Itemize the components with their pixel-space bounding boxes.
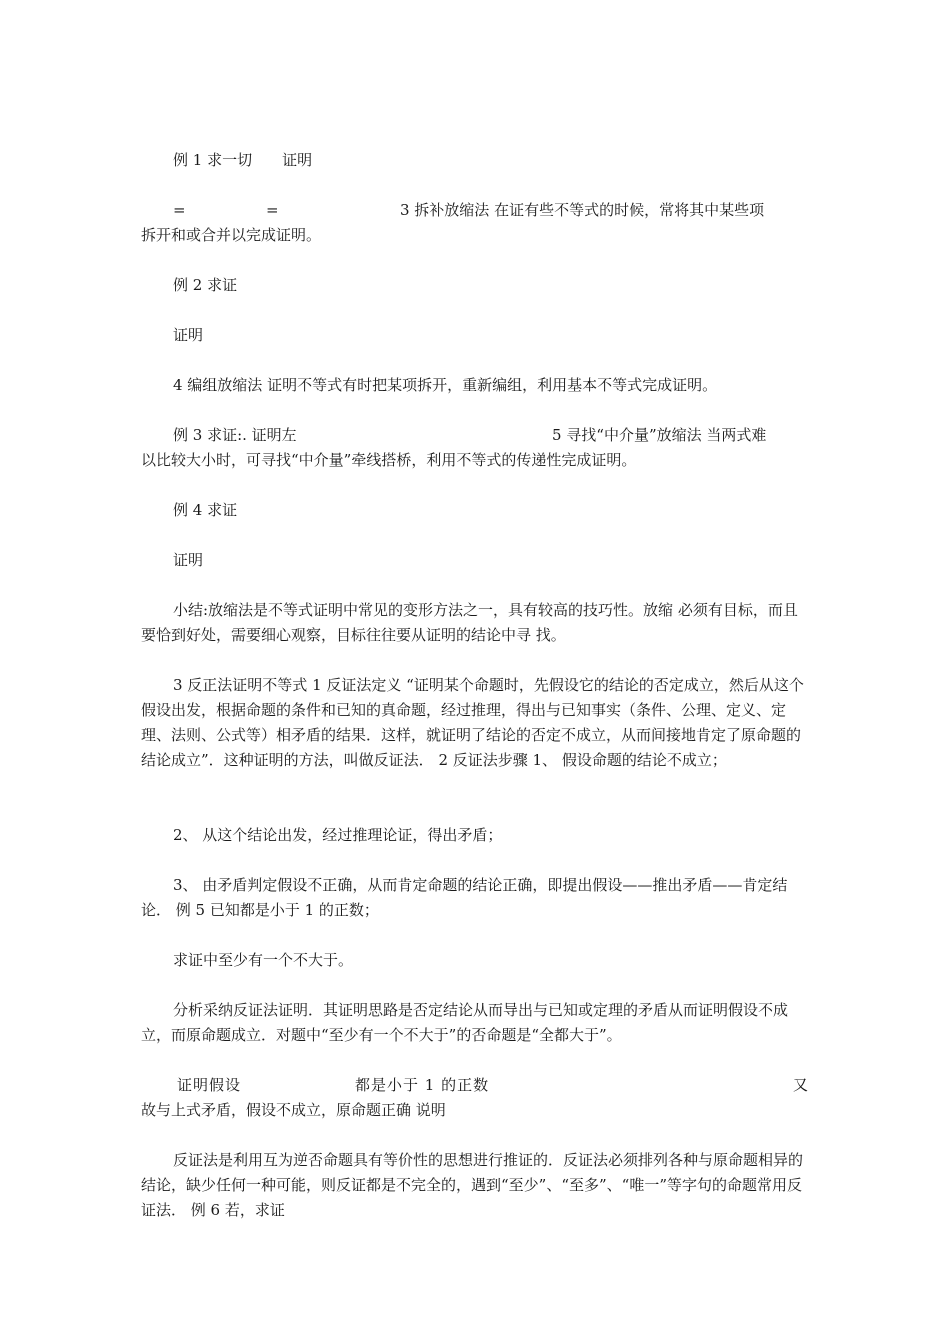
intermediate-method-heading: 5 寻找“中介量”放缩法 当两式难 [552, 426, 767, 444]
prove-at-least-one-line: 求证中至少有一个不大于。 [173, 951, 354, 969]
summary-paragraph: 小结:放缩法是不等式证明中常见的变形方法之一，具有较高的技巧性。放缩 必须有目标，而且要恰到好处，需要细心观察，目标往往要从证明的结论中寻 找。 [141, 601, 798, 644]
contradiction-explanation-paragraph: 反证法是利用互为逆否命题具有等价性的思想进行推证的．反证法必须排列各种与原命题相异的结论，缺少任何一种可能，则反证都是不完全的，遇到“至少”、“至多”、“唯一”等字句的命题常用反证法． 例 6 若，求证 [141, 1151, 804, 1219]
example-4-line: 例 4 求证 [173, 501, 238, 519]
contradiction-definition-paragraph: 3 反正法证明不等式 1 反证法定义 “证明某个命题时，先假设它的结论的否定成立，然后从这个假设出发，根据命题的条件和已知的真命题，经过推理，得出与已知事实（条件、公理、定义、定理、法则、公式等）相矛盾的结果．这样，就证明了结论的否定不成立，从而间接地肯定了原命题的结论成立”．这种证明的方法，叫做反证法． 2 反证法步骤 1、 假设命题的结论不成立； [141, 676, 804, 769]
also-text: 又 [793, 1076, 809, 1094]
step-3-paragraph: 3、 由矛盾判定假设不正确，从而肯定命题的结论正确，即提出假设——推出矛盾——肯定结论． 例 5 已知都是小于 1 的正数； [141, 876, 788, 919]
positive-less-than-one-text: 都是小于 1 的正数 [355, 1076, 490, 1094]
split-method-continued: 拆开和或合并以完成证明。 [141, 226, 322, 244]
equals-sign-1: = [173, 201, 186, 219]
analysis-paragraph: 分析采纳反证法证明．其证明思路是否定结论从而导出与已知或定理的矛盾从而证明假设不成立，而原命题成立．对题中“至少有一个不大于”的否命题是“全都大于”。 [141, 1001, 789, 1044]
split-method-heading: 3 拆补放缩法 在证有些不等式的时候，常将其中某些项 [400, 201, 765, 219]
example-2-line: 例 2 求证 [173, 276, 238, 294]
proof-label-2: 证明 [173, 551, 204, 569]
intermediate-method-continued: 以比较大小时，可寻找“中介量”牵线搭桥，利用不等式的传递性完成证明。 [141, 451, 637, 469]
example-1-line: 例 1 求一切 证明 [173, 151, 313, 169]
contradiction-conclusion-line: 故与上式矛盾，假设不成立，原命题正确 说明 [141, 1101, 446, 1119]
equals-sign-2: = [266, 201, 279, 219]
example-3-line: 例 3 求证:. 证明左 [173, 426, 297, 444]
step-2-line: 2、 从这个结论出发，经过推理论证，得出矛盾； [173, 826, 503, 844]
proof-assumption-label: 证明假设 [177, 1076, 242, 1094]
proof-label-1: 证明 [173, 326, 204, 344]
group-method-paragraph: 4 编组放缩法 证明不等式有时把某项拆开，重新编组，利用基本不等式完成证明。 [173, 376, 718, 394]
